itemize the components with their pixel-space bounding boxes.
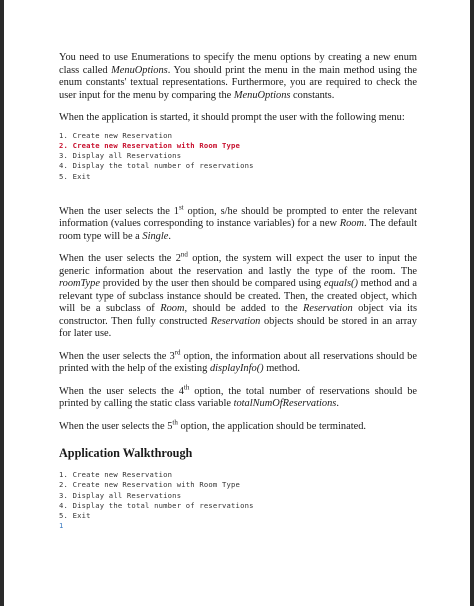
option5-paragraph: When the user selects the 5th option, the application should be terminated. (59, 418, 366, 432)
option1-paragraph: When the user selects the 1st option, s/he should be prompted to enter the relevant information (values corresponding to instance variables) for a new Room. The default room type will be a Single. (59, 203, 417, 242)
option3-paragraph: When the user selects the 3rd option, the information about all reservations should be printed with the help of the existing displayInfo() method. (59, 348, 417, 375)
menu-line: 5. Exit (59, 171, 91, 181)
menu-line-highlighted: 2. Create new Reservation with Room Type (59, 140, 241, 150)
menu-line: 4. Display the total number of reservations (59, 161, 254, 171)
option4-paragraph: When the user selects the 4th option, the total number of reservations should be printed by calling the static class variable totalNumOfReservations. (59, 383, 417, 410)
window-frame-left (0, 0, 4, 606)
menu-code-block (59, 131, 417, 182)
startup-paragraph: When the application is started, it should prompt the user with the following menu: (59, 112, 405, 123)
option2-paragraph: When the user selects the 2nd option, the system will expect the user to input the generic information about the reservation and lastly the type of the room. The roomType provided by the user then should be compared using equals() method and a relevant type of subclass instance should be created. Then, the created object, which will be a subclass of Room, should be added to the Reservation object via its constructor. Then fully constructed Reservation objects should be stored in an array for later use. (59, 251, 417, 340)
menu-line: 1. Create new Reservation (59, 469, 173, 479)
walkthrough-heading: Application Walkthrough (59, 446, 193, 461)
intro-paragraph: You need to use Enumerations to specify the menu options by creating a new enum class called MenuOptions. You should print the menu in the main method using the enum constants' textual representations. Furthermore, you are required to check the user input for the menu by comparing the MenuOptions constants. (59, 52, 418, 101)
menu-line: 3. Display all Reservations (59, 490, 182, 500)
menu-line: 3. Display all Reservations (59, 151, 182, 161)
menu-line: 5. Exit (59, 511, 91, 521)
document-page (59, 52, 417, 556)
user-input-line: 1 (59, 521, 64, 531)
menu-line: 4. Display the total number of reservations (59, 500, 254, 510)
menu-line: 1. Create new Reservation (59, 130, 173, 140)
menu-line: 2. Create new Reservation with Room Type (59, 480, 241, 490)
window-frame-right (470, 0, 474, 606)
walkthrough-code-block (59, 470, 417, 532)
